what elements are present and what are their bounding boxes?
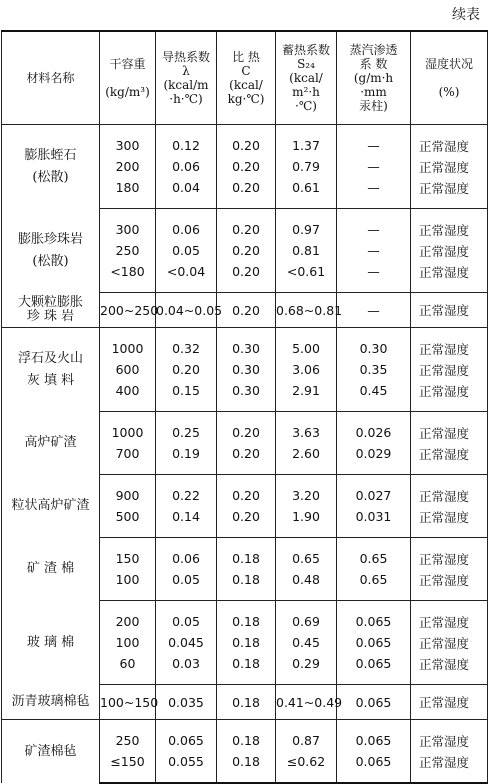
material-name-line: 玻 璃 棉: [26, 634, 75, 650]
conductivity-cell: 0.12: [156, 125, 217, 157]
specific-heat-cell: 0.20: [217, 156, 276, 177]
vapor-permeability-cell: 0.065: [337, 751, 411, 783]
vapor-permeability-cell: 0.029: [337, 443, 411, 475]
heat-storage-cell: ≤0.62: [276, 751, 337, 783]
density-cell: 250: [100, 720, 156, 752]
material-name-cell: [2, 601, 100, 685]
specific-heat-cell: 0.20: [217, 177, 276, 209]
conductivity-cell: 0.055: [156, 751, 217, 783]
humidity-cell: 正常湿度: [411, 328, 488, 360]
specific-heat-cell: 0.20: [217, 293, 276, 328]
specific-heat-cell: 0.30: [217, 328, 276, 360]
conductivity-cell: 0.06: [156, 209, 217, 241]
vapor-permeability-cell: 0.026: [337, 412, 411, 444]
specific-heat-cell: 0.30: [217, 380, 276, 412]
specific-heat-cell: 0.18: [217, 653, 276, 685]
density-cell: <180: [100, 261, 156, 293]
vapor-permeability-cell: —: [337, 209, 411, 241]
specific-heat-cell: 0.30: [217, 359, 276, 380]
heat-storage-cell: 3.20: [276, 475, 337, 507]
conductivity-cell: 0.25: [156, 412, 217, 444]
humidity-cell: 正常湿度: [411, 751, 488, 783]
specific-heat-cell: 0.18: [217, 601, 276, 633]
vapor-permeability-cell: 0.027: [337, 475, 411, 507]
material-name-line: 矿渣棉毡: [24, 743, 77, 759]
vapor-permeability-cell: —: [337, 293, 411, 328]
specific-heat-cell: 0.18: [217, 685, 276, 720]
humidity-cell: 正常湿度: [411, 177, 488, 209]
vapor-permeability-cell: 0.065: [337, 653, 411, 685]
humidity-cell: 正常湿度: [411, 569, 488, 601]
conductivity-cell: 0.22: [156, 475, 217, 507]
conductivity-cell: 0.19: [156, 443, 217, 475]
density-cell: 300: [100, 209, 156, 241]
specific-heat-cell: 0.20: [217, 125, 276, 157]
heat-storage-cell: 0.87: [276, 720, 337, 752]
material-name-line: 大颗粒膨胀: [17, 294, 83, 310]
conductivity-cell: 0.20: [156, 359, 217, 380]
material-name-cell: [2, 412, 100, 475]
table-row: [2, 538, 488, 570]
heat-storage-cell: 0.69: [276, 601, 337, 633]
conductivity-cell: 0.03: [156, 653, 217, 685]
vapor-permeability-cell: 0.30: [337, 328, 411, 360]
specific-heat-cell: 0.20: [217, 240, 276, 261]
vapor-permeability-cell: 0.065: [337, 601, 411, 633]
density-cell: 200~250: [100, 293, 156, 328]
heat-storage-cell: 0.29: [276, 653, 337, 685]
material-name-line: 珍 珠 岩: [26, 308, 75, 324]
material-name-line: 膨胀珍珠岩: [17, 231, 83, 247]
material-name-line: 沥青玻璃棉毡: [11, 693, 90, 709]
density-cell: 500: [100, 506, 156, 538]
humidity-cell: 正常湿度: [411, 125, 488, 157]
conductivity-cell: 0.035: [156, 685, 217, 720]
conductivity-cell: 0.065: [156, 720, 217, 752]
specific-heat-cell: 0.18: [217, 569, 276, 601]
table-body: [2, 125, 488, 784]
header-name: 材料名称: [2, 31, 100, 125]
density-cell: 700: [100, 443, 156, 475]
density-cell: 1000: [100, 412, 156, 444]
density-cell: 180: [100, 177, 156, 209]
density-cell: 900: [100, 475, 156, 507]
heat-storage-cell: 0.45: [276, 632, 337, 653]
humidity-cell: 正常湿度: [411, 293, 488, 328]
material-name-line: 浮石及火山: [17, 350, 83, 366]
material-name-cell: [2, 328, 100, 412]
density-cell: 600: [100, 359, 156, 380]
conductivity-cell: 0.04~0.05: [156, 293, 217, 328]
density-cell: 100: [100, 569, 156, 601]
material-name-line: 灰 填 料: [26, 372, 75, 388]
density-cell: 250: [100, 240, 156, 261]
vapor-permeability-cell: 0.65: [337, 538, 411, 570]
specific-heat-cell: 0.20: [217, 506, 276, 538]
specific-heat-cell: 0.20: [217, 209, 276, 241]
material-name-cell: [2, 475, 100, 538]
density-cell: 60: [100, 653, 156, 685]
vapor-permeability-cell: 0.35: [337, 359, 411, 380]
heat-storage-cell: 1.37: [276, 125, 337, 157]
specific-heat-cell: 0.18: [217, 538, 276, 570]
heat-storage-cell: 0.41~0.49: [276, 685, 337, 720]
density-cell: 200: [100, 156, 156, 177]
humidity-cell: 正常湿度: [411, 412, 488, 444]
conductivity-cell: 0.15: [156, 380, 217, 412]
conductivity-cell: <0.04: [156, 261, 217, 293]
conductivity-cell: 0.06: [156, 538, 217, 570]
heat-storage-cell: 2.60: [276, 443, 337, 475]
material-name-line: 矿 渣 棉: [26, 561, 75, 576]
density-cell: 100~150: [100, 685, 156, 720]
table-row: [2, 601, 488, 633]
conductivity-cell: 0.05: [156, 601, 217, 633]
material-name-line: (松散): [32, 169, 69, 185]
vapor-permeability-cell: 0.065: [337, 720, 411, 752]
density-cell: 400: [100, 380, 156, 412]
humidity-cell: 正常湿度: [411, 240, 488, 261]
conductivity-cell: 0.05: [156, 569, 217, 601]
specific-heat-cell: 0.20: [217, 443, 276, 475]
humidity-cell: 正常湿度: [411, 475, 488, 507]
specific-heat-cell: 0.20: [217, 261, 276, 293]
table-row: [2, 720, 488, 752]
density-cell: 300: [100, 125, 156, 157]
heat-storage-cell: 0.61: [276, 177, 337, 209]
heat-storage-cell: 2.91: [276, 380, 337, 412]
table-row: [2, 685, 488, 720]
table-caption: 续表: [452, 7, 480, 23]
heat-storage-cell: 3.63: [276, 412, 337, 444]
conductivity-cell: 0.05: [156, 240, 217, 261]
specific-heat-cell: 0.18: [217, 751, 276, 783]
table-row: [2, 328, 488, 360]
header-row: [2, 31, 488, 125]
material-name-line: (松散): [32, 253, 69, 269]
heat-storage-cell: 0.81: [276, 240, 337, 261]
humidity-cell: 正常湿度: [411, 632, 488, 653]
vapor-permeability-cell: —: [337, 125, 411, 157]
vapor-permeability-cell: —: [337, 177, 411, 209]
vapor-permeability-cell: 0.65: [337, 569, 411, 601]
humidity-cell: 正常湿度: [411, 538, 488, 570]
conductivity-cell: 0.06: [156, 156, 217, 177]
heat-storage-cell: 3.06: [276, 359, 337, 380]
specific-heat-cell: 0.20: [217, 412, 276, 444]
specific-heat-cell: 0.18: [217, 720, 276, 752]
material-name-line: 高炉矿渣: [24, 435, 77, 450]
vapor-permeability-cell: —: [337, 261, 411, 293]
conductivity-cell: 0.04: [156, 177, 217, 209]
humidity-cell: 正常湿度: [411, 443, 488, 475]
heat-storage-cell: 0.79: [276, 156, 337, 177]
header-specific-heat: 比 热 C (kcal/ kg·℃): [217, 31, 276, 125]
density-cell: 150: [100, 538, 156, 570]
humidity-cell: 正常湿度: [411, 359, 488, 380]
density-cell: 100: [100, 632, 156, 653]
material-name-cell: [2, 685, 100, 720]
vapor-permeability-cell: 0.065: [337, 632, 411, 653]
humidity-cell: 正常湿度: [411, 720, 488, 752]
material-name-cell: [2, 720, 100, 784]
conductivity-cell: 0.32: [156, 328, 217, 360]
heat-storage-cell: 0.65: [276, 538, 337, 570]
header-conductivity: 导热系数 λ (kcal/m ·h·℃): [156, 31, 217, 125]
material-name-line: 粒状高炉矿渣: [11, 498, 90, 513]
humidity-cell: 正常湿度: [411, 685, 488, 720]
table-row: [2, 209, 488, 241]
header-heat-storage: 蓄热系数 S₂₄ (kcal/ m²·h ·℃): [276, 31, 337, 125]
table-row: [2, 293, 488, 328]
humidity-cell: 正常湿度: [411, 156, 488, 177]
table-row: [2, 412, 488, 444]
material-name-line: 膨胀蛭石: [24, 147, 77, 163]
vapor-permeability-cell: —: [337, 156, 411, 177]
specific-heat-cell: 0.18: [217, 632, 276, 653]
heat-storage-cell: <0.61: [276, 261, 337, 293]
material-name-cell: [2, 209, 100, 293]
heat-storage-cell: 1.90: [276, 506, 337, 538]
table-row: [2, 125, 488, 157]
material-name-cell: [2, 293, 100, 328]
material-name-cell: [2, 125, 100, 209]
humidity-cell: 正常湿度: [411, 653, 488, 685]
humidity-cell: 正常湿度: [411, 209, 488, 241]
humidity-cell: 正常湿度: [411, 506, 488, 538]
conductivity-cell: 0.045: [156, 632, 217, 653]
heat-storage-cell: 0.48: [276, 569, 337, 601]
vapor-permeability-cell: 0.065: [337, 685, 411, 720]
header-humidity: 湿度状况 (%): [411, 31, 488, 125]
table-row: [2, 475, 488, 507]
heat-storage-cell: 0.97: [276, 209, 337, 241]
density-cell: 200: [100, 601, 156, 633]
heat-storage-cell: 0.68~0.81: [276, 293, 337, 328]
header-density: 干容重 (kg/m³): [100, 31, 156, 125]
conductivity-cell: 0.14: [156, 506, 217, 538]
specific-heat-cell: 0.20: [217, 475, 276, 507]
material-name-cell: [2, 538, 100, 601]
header-vapor-permeability: 蒸汽渗透 系 数 (g/m·h ·mm 汞柱): [337, 31, 411, 125]
density-cell: 1000: [100, 328, 156, 360]
humidity-cell: 正常湿度: [411, 380, 488, 412]
vapor-permeability-cell: —: [337, 240, 411, 261]
vapor-permeability-cell: 0.031: [337, 506, 411, 538]
humidity-cell: 正常湿度: [411, 601, 488, 633]
heat-storage-cell: 5.00: [276, 328, 337, 360]
density-cell: ≤150: [100, 751, 156, 783]
vapor-permeability-cell: 0.45: [337, 380, 411, 412]
humidity-cell: 正常湿度: [411, 261, 488, 293]
material-properties-table: [1, 30, 488, 784]
